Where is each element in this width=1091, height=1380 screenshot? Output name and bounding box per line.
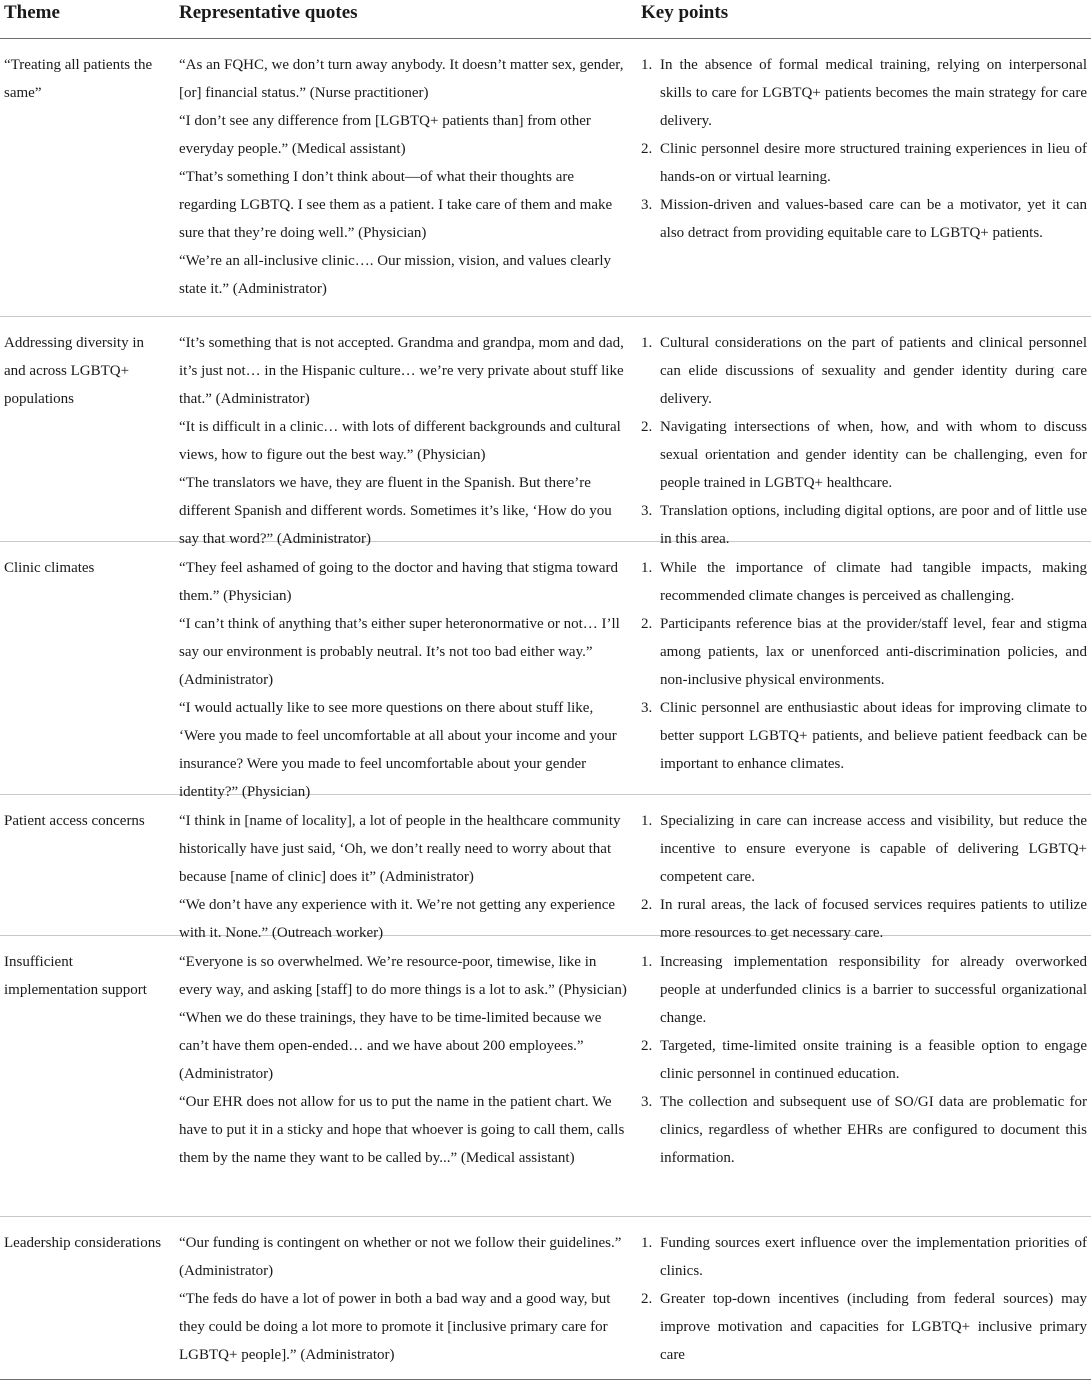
key-point-number: 1. — [641, 57, 653, 73]
quote: “I think in [name of locality], a lot of people in the healthcare community historically have just said, ‘Oh, we don’t really need to worry about that because [name of clinic] does it” (Administrator) — [179, 813, 621, 885]
quote: “It’s something that is not accepted. Grandma and grandpa, mom and dad, it’s just not… in the Hispanic culture… we’re very private about stuff like that.” (Administrator) — [179, 335, 624, 407]
key-points-list — [641, 1229, 1087, 1369]
key-point-number: 3. — [641, 503, 653, 519]
quote: “I can’t think of anything that’s either super heteronormative or not… I’ll say our environment is probably neutral. It’s not too bad either way.” (Administrator) — [179, 616, 620, 688]
key-point-text: In the absence of formal medical training, relying on interpersonal skills to care for LGBTQ+ patients becomes the main strategy for care delivery. — [660, 57, 1087, 129]
key-point-number: 2. — [641, 616, 653, 632]
key-point-text: Greater top-down incentives (including from federal sources) may improve motivation and capacities for LGBTQ+ inclusive primary care — [660, 1291, 1087, 1363]
key-point — [641, 610, 1087, 694]
header-quotes: Representative quotes — [179, 2, 358, 23]
key-point — [641, 497, 1087, 553]
key-point — [641, 1285, 1087, 1369]
quote: “That’s something I don’t think about—of what their thoughts are regarding LGBTQ. I see them as a patient. I take care of them and make sure that they’re doing well.” (Physician) — [179, 169, 613, 241]
key-point — [641, 807, 1087, 891]
quote: “As an FQHC, we don’t turn away anybody. It doesn’t matter sex, gender, [or] financial status.” (Nurse practitioner) — [179, 57, 624, 101]
key-point-number: 2. — [641, 1291, 653, 1307]
quote: “When we do these trainings, they have to be time-limited because we can’t have them open-ended… and we have about 200 employees.” (Administrator) — [179, 1010, 602, 1082]
key-point-text: Translation options, including digital options, are poor and of little use in this area. — [660, 503, 1087, 547]
quotes-cell — [175, 329, 637, 547]
table-row — [0, 317, 1091, 547]
key-point-number: 2. — [641, 1038, 653, 1054]
key-point-number: 2. — [641, 419, 653, 435]
key-points-list — [641, 807, 1087, 947]
key-points-list — [641, 948, 1087, 1172]
key-point-number: 3. — [641, 700, 653, 716]
key-points-cell — [637, 51, 1091, 316]
key-point-text: Mission-driven and values-based care can be a motivator, yet it can also detract from providing equitable care to LGBTQ+ patients. — [660, 197, 1087, 241]
key-point-number: 2. — [641, 897, 653, 913]
quote: “The feds do have a lot of power in both a bad way and a good way, but they could be doing a lot more to promote it [inclusive primary care for LGBTQ+ people].” (Administrator) — [179, 1291, 611, 1363]
quotes-cell — [175, 1229, 637, 1379]
key-points-list — [641, 554, 1087, 778]
table-row — [0, 39, 1091, 317]
key-point-text: Cultural considerations on the part of patients and clinical personnel can elide discussions of sexuality and gender identity during care delivery. — [660, 335, 1087, 407]
theme-cell: Clinic climates — [4, 560, 95, 576]
key-point-number: 1. — [641, 1235, 653, 1251]
key-points-list — [641, 329, 1087, 553]
key-points-cell — [637, 329, 1091, 547]
key-point — [641, 51, 1087, 135]
key-point — [641, 891, 1087, 947]
quotes-cell — [175, 807, 637, 941]
key-points-cell — [637, 948, 1091, 1216]
theme-cell: Addressing diversity in and across LGBTQ+ populations — [4, 335, 144, 407]
key-point — [641, 1032, 1087, 1088]
key-point-text: Targeted, time-limited onsite training is a feasible option to engage clinic personnel in continued education. — [660, 1038, 1087, 1082]
key-point — [641, 191, 1087, 247]
key-point-text: Specializing in care can increase access and visibility, but reduce the incentive to ensure everyone is capable of delivering LGBTQ+ competent care. — [660, 813, 1087, 885]
key-point-text: Increasing implementation responsibility for already overworked people at underfunded clinics is a barrier to successful organizational change. — [660, 954, 1087, 1026]
key-point — [641, 694, 1087, 778]
table-row — [0, 542, 1091, 800]
quote: “I would actually like to see more questions on there about stuff like, ‘Were you made to feel uncomfortable at all about your income and your insurance? Were you made to feel uncomfortable about your gender identity?” (Physician) — [179, 700, 617, 800]
quote: “It is difficult in a clinic… with lots of different backgrounds and cultural views, how to figure out the best way.” (Physician) — [179, 419, 621, 463]
key-point-text: While the importance of climate had tangible impacts, making recommended climate changes is perceived as challenging. — [660, 560, 1087, 604]
quotes-cell — [175, 51, 637, 316]
quote: “Our funding is contingent on whether or not we follow their guidelines.” (Administrator) — [179, 1235, 622, 1279]
quote: “Everyone is so overwhelmed. We’re resource-poor, timewise, like in every way, and asking [staff] to do more things is a lot to ask.” (Physician) — [179, 954, 627, 998]
key-point-number: 1. — [641, 335, 653, 351]
key-point-text: Funding sources exert influence over the implementation priorities of clinics. — [660, 1235, 1087, 1279]
key-point — [641, 135, 1087, 191]
key-point-number: 1. — [641, 954, 653, 970]
key-point-text: Participants reference bias at the provider/staff level, fear and stigma among patients, lax or unenforced anti-discrimination policies, and non-inclusive physical environments. — [660, 616, 1087, 688]
key-points-cell — [637, 1229, 1091, 1379]
quote: “We’re an all-inclusive clinic…. Our mission, vision, and values clearly state it.” (Administrator) — [179, 253, 611, 297]
key-point — [641, 948, 1087, 1032]
key-points-cell — [637, 554, 1091, 794]
key-point — [641, 413, 1087, 497]
quote: “The translators we have, they are fluent in the Spanish. But there’re different Spanish and different words. Sometimes it’s like, ‘How do you say that word?” (Administrator) — [179, 475, 612, 547]
quote: “They feel ashamed of going to the doctor and having that stigma toward them.” (Physician) — [179, 560, 619, 604]
key-point — [641, 329, 1087, 413]
key-point-text: Clinic personnel are enthusiastic about ideas for improving climate to better support LGBTQ+ patients, and believe patient feedback can be important to enhance climates. — [660, 700, 1087, 772]
header-points: Key points — [641, 2, 729, 23]
key-point-number: 2. — [641, 141, 653, 157]
quote: “Our EHR does not allow for us to put the name in the patient chart. We have to put it in a sticky and hope that whoever is going to call them, calls them by the name they want to be called by...” (Medical assistant) — [179, 1094, 625, 1166]
key-point-number: 3. — [641, 1094, 653, 1110]
quotes-cell — [175, 554, 637, 800]
theme-cell: Leadership considerations — [4, 1235, 162, 1251]
quote: “We don’t have any experience with it. We’re not getting any experience with it. None.” (Outreach worker) — [179, 897, 616, 941]
table-row — [0, 795, 1091, 941]
theme-cell: “Treating all patients the same” — [4, 57, 153, 101]
table-row — [0, 936, 1091, 1217]
header-theme: Theme — [4, 2, 60, 23]
key-point-number: 1. — [641, 813, 653, 829]
key-points-cell — [637, 807, 1091, 941]
key-point-text: In rural areas, the lack of focused services requires patients to utilize more resources to get necessary care. — [660, 897, 1087, 941]
key-point-text: The collection and subsequent use of SO/GI data are problematic for clinics, regardless of whether EHRs are configured to document this information. — [660, 1094, 1087, 1166]
key-point — [641, 1229, 1087, 1285]
table-row — [0, 1217, 1091, 1380]
key-point — [641, 1088, 1087, 1172]
theme-cell: Patient access concerns — [4, 813, 145, 829]
key-point-text: Clinic personnel desire more structured training experiences in lieu of hands-on or virtual learning. — [660, 141, 1087, 185]
key-point-number: 1. — [641, 560, 653, 576]
key-point-number: 3. — [641, 197, 653, 213]
table-header — [0, 0, 1091, 39]
key-point — [641, 554, 1087, 610]
theme-cell: Insufficient implementation support — [4, 954, 147, 998]
quote: “I don’t see any difference from [LGBTQ+ patients than] from other everyday people.” (Medical assistant) — [179, 113, 591, 157]
key-point-text: Navigating intersections of when, how, and with whom to discuss sexual orientation and gender identity can be challenging, even for people trained in LGBTQ+ healthcare. — [660, 419, 1087, 491]
quotes-cell — [175, 948, 637, 1216]
key-points-list — [641, 51, 1087, 247]
